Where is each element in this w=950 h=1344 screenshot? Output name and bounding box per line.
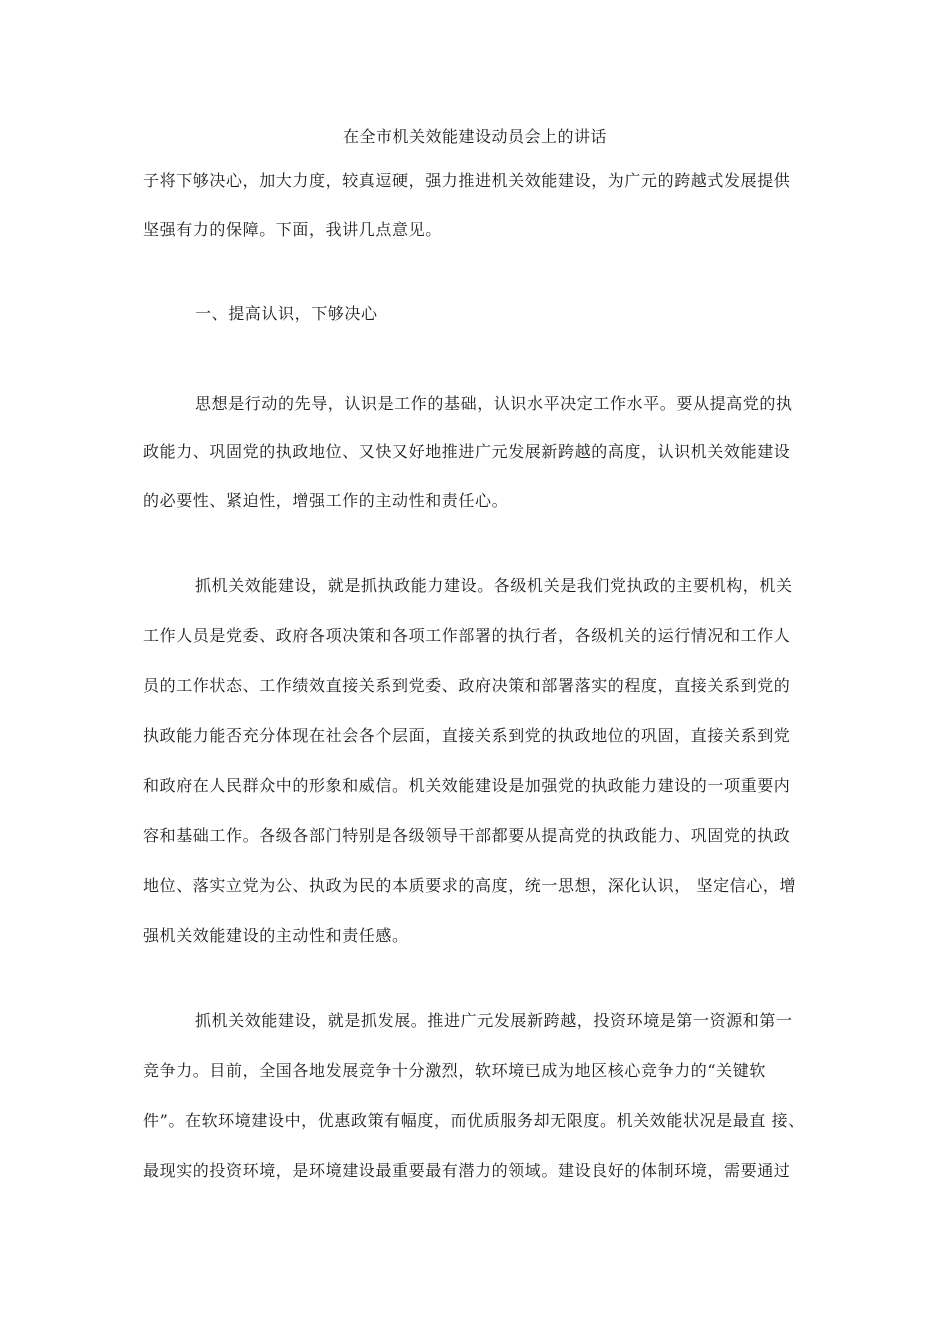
text-line: 竞争力。目前，全国各地发展竞争十分激烈，软环境已成为地区核心竞争力的“关键软 — [143, 1061, 766, 1080]
text-line: 执政能力能否充分体现在社会各个层面，直接关系到党的执政地位的巩固，直接关系到党 — [143, 726, 791, 745]
text-line: 工作人员是党委、政府各项决策和各项工作部署的执行者，各级机关的运行情况和工作人 — [143, 626, 791, 645]
text-line: 和政府在人民群众中的形象和威信。机关效能建设是加强党的执政能力建设的一项重要内 — [143, 776, 791, 795]
text-line: 的必要性、紧迫性，增强工作的主动性和责任心。 — [143, 491, 509, 510]
text-line: 员的工作状态、工作绩效直接关系到党委、政府决策和部署落实的程度，直接关系到党的 — [143, 676, 791, 695]
text-line: 思想是行动的先导，认识是工作的基础，认识水平决定工作水平。要从提高党的执 — [195, 394, 793, 413]
text-line: 抓机关效能建设，就是抓发展。推进广元发展新跨越，投资环境是第一资源和第一 — [195, 1011, 793, 1030]
text-line: 政能力、巩固党的执政地位、又快又好地推进广元发展新跨越的高度，认识机关效能建设 — [143, 442, 791, 461]
text-line: 最现实的投资环境，是环境建设最重要最有潜力的领域。建设良好的体制环境，需要通过 — [143, 1161, 791, 1180]
text-line: 抓机关效能建设，就是抓执政能力建设。各级机关是我们党执政的主要机构，机关 — [195, 576, 793, 595]
text-line: 容和基础工作。各级各部门特别是各级领导干部都要从提高党的执政能力、巩固党的执政 — [143, 826, 791, 845]
text-line: 坚强有力的保障。下面，我讲几点意见。 — [143, 220, 442, 239]
section-heading: 一、提高认识，下够决心 — [195, 304, 378, 323]
text-line: 件”。在软环境建设中，优惠政策有幅度，而优质服务却无限度。机关效能状况是最直 接、 — [143, 1111, 805, 1130]
text-line: 强机关效能建设的主动性和责任感。 — [143, 926, 409, 945]
document-title: 在全市机关效能建设动员会上的讲话 — [342, 127, 607, 146]
text-line: 子将下够决心，加大力度，较真逗硬，强力推进机关效能建设，为广元的跨越式发展提供 — [143, 171, 791, 190]
text-line: 地位、落实立党为公、执政为民的本质要求的高度，统一思想，深化认识， 坚定信心，增 — [143, 876, 797, 895]
